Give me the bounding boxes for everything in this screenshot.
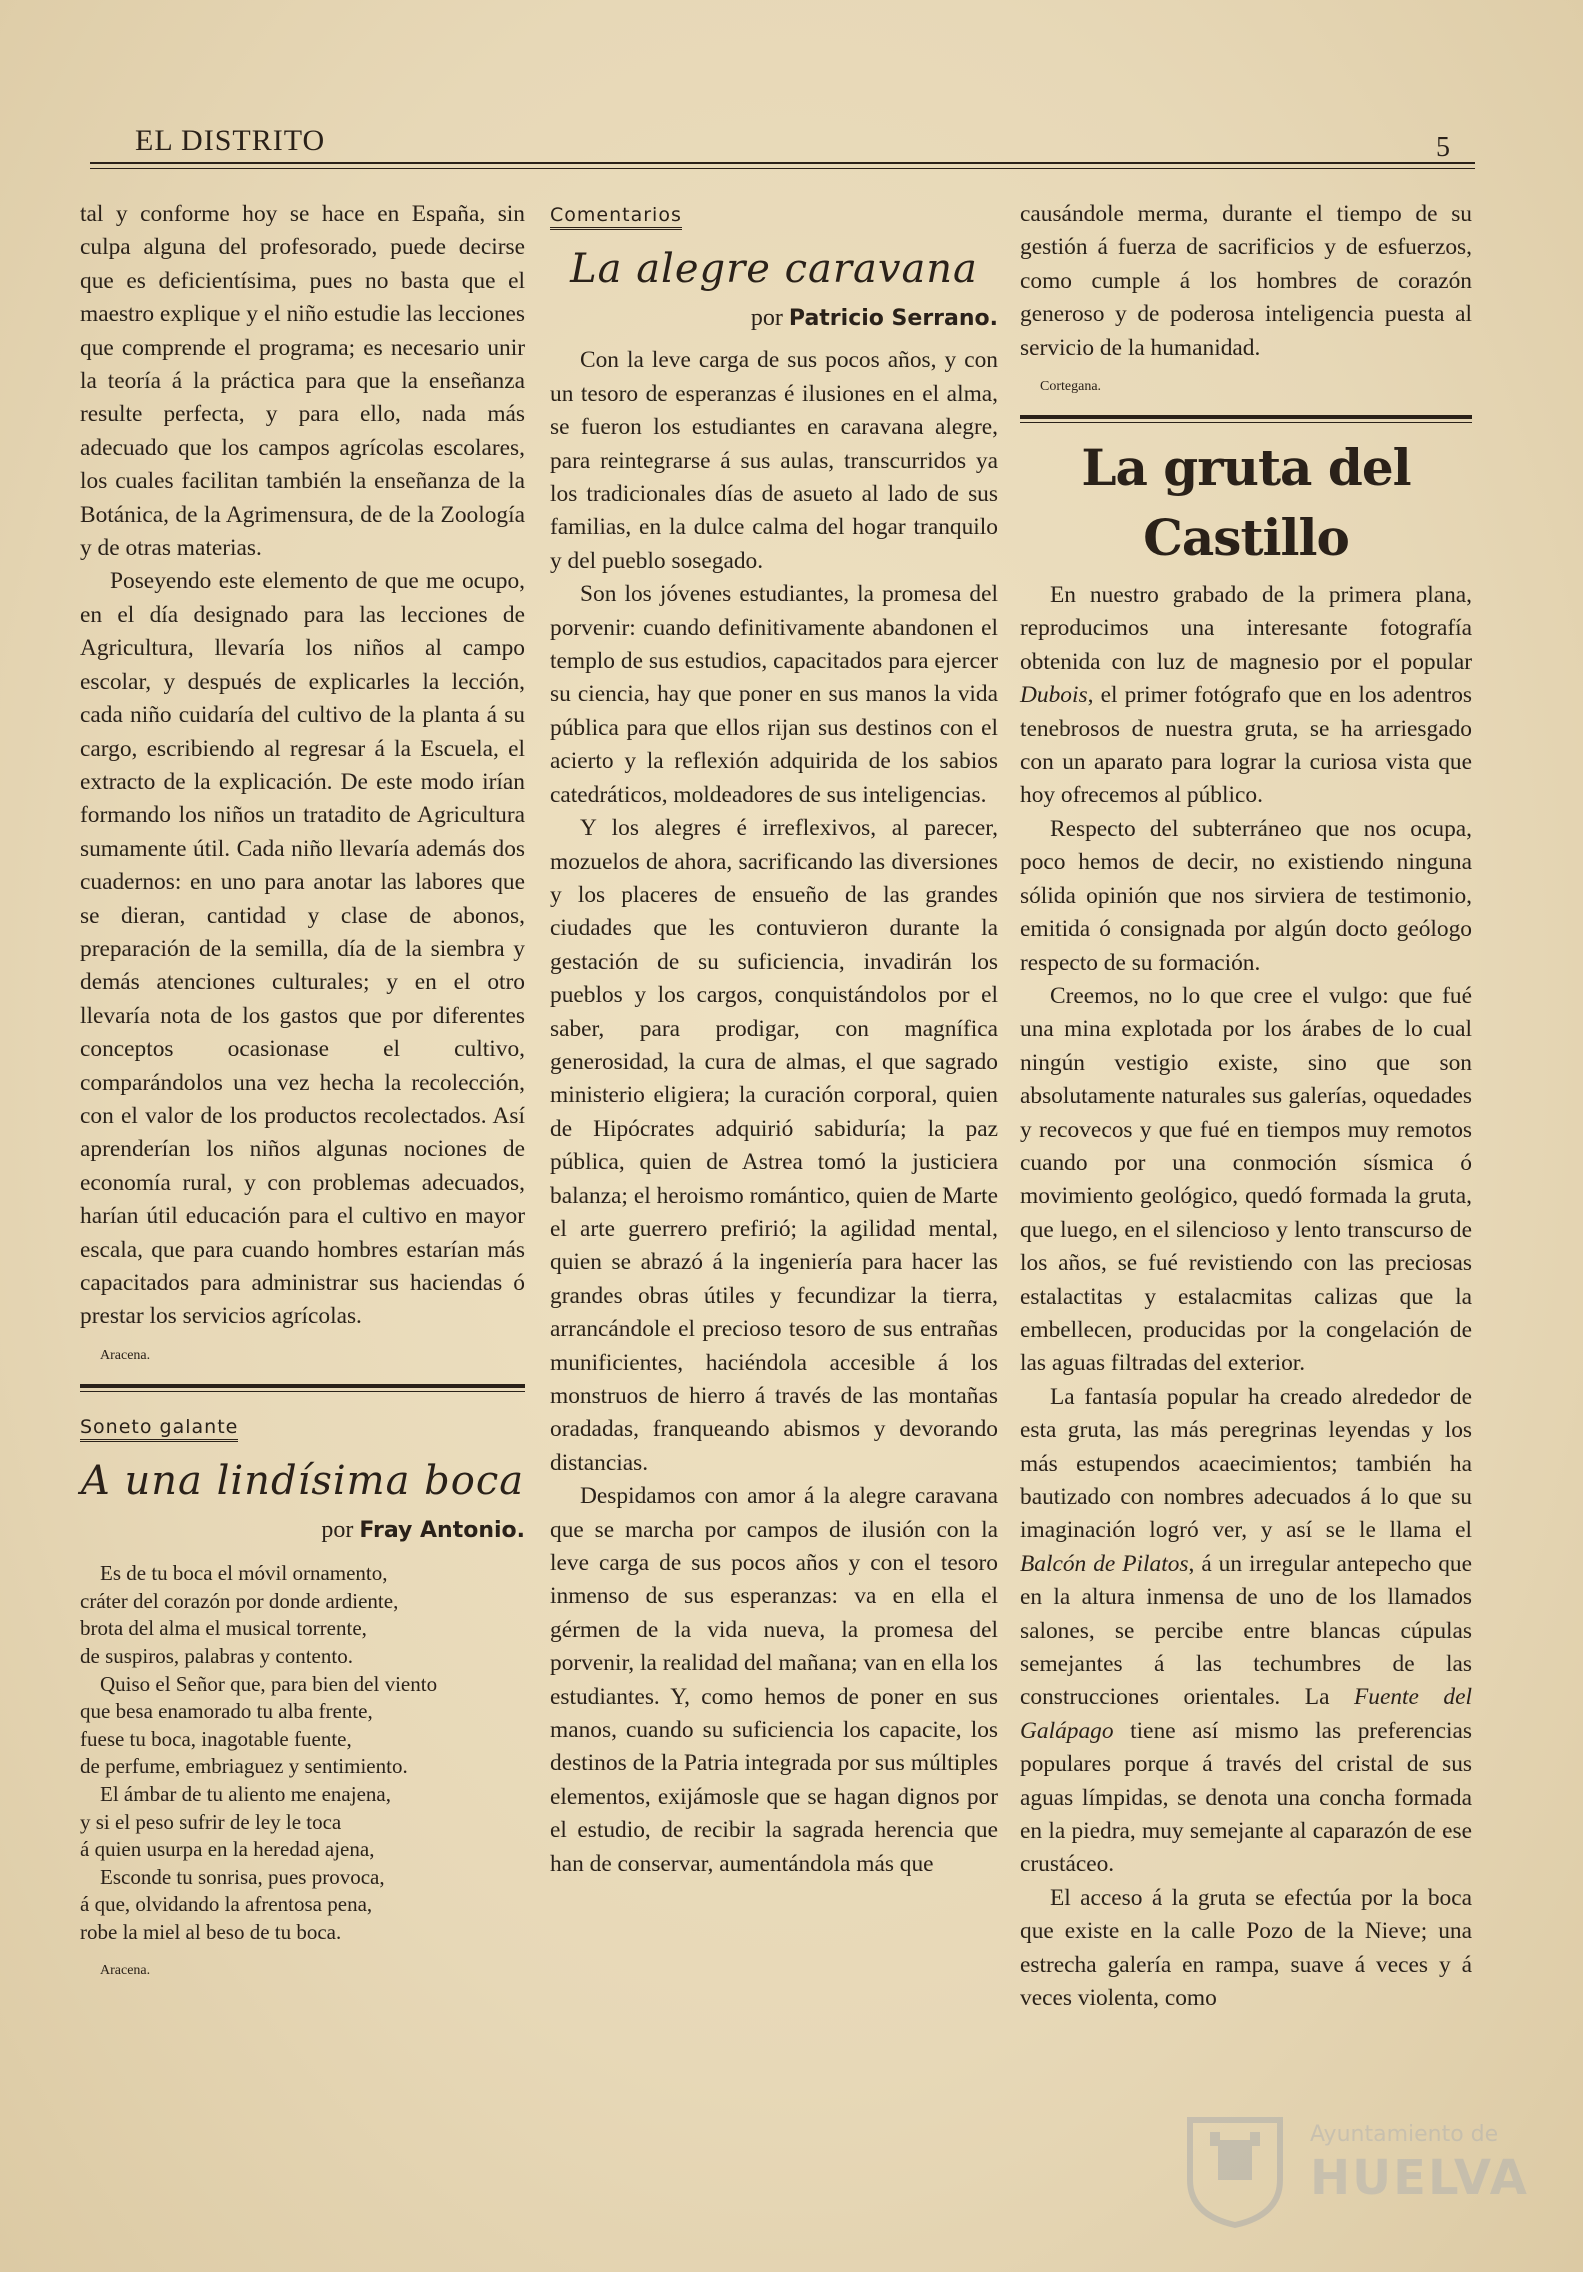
byline-author: Patricio Serrano.	[788, 306, 998, 332]
poem-line: á quien usurpa en la heredad ajena,	[80, 1837, 375, 1862]
poem-line: de perfume, embriaguez y sentimiento.	[80, 1754, 408, 1779]
article-byline	[550, 299, 998, 338]
text-run-italic: Dubois	[1020, 682, 1088, 709]
watermark-title: HUELVA	[1310, 2150, 1529, 2206]
newspaper-title: EL DISTRITO	[135, 124, 326, 157]
article-paragraph: causándole merma, durante el tiempo de su gestión á fuerza de sacrificios y de esfuerzos, como cumple á los hombres de corazón generoso y de poderosa inteligencia puesta al servicio de la humanidad.	[1020, 201, 1472, 361]
article-paragraph: Son los jóvenes estudiantes, la promesa del porvenir: cuando definitivamente abandonen el templo de sus estudios, capacitados para ejercer su ciencia, hay que poner en sus manos la vida pública para que ellos rijan sus destinos con el acierto y la reflexión adquirida de los sabios catedráticos, moldeadores de sus inteligencias.	[550, 581, 998, 808]
text-run: En nuestro grabado de la primera plana, reproducimos una interesante fotografía obtenida con luz de magnesio por el popular	[1020, 582, 1472, 675]
section-kicker: Soneto galante	[80, 1416, 238, 1442]
article-paragraph	[1020, 579, 1472, 813]
section-divider-thin	[80, 1391, 525, 1392]
column-3	[1020, 198, 1472, 2016]
byline-author: Fray Antonio.	[359, 1518, 525, 1544]
watermark-text: Ayuntamiento de	[1310, 2122, 1499, 2147]
poem-line: de suspiros, palabras y contento.	[80, 1644, 353, 1668]
page-header	[90, 118, 1475, 176]
header-rule-thin	[90, 168, 1475, 169]
article-paragraph	[1020, 1381, 1472, 1882]
text-run: , á un irregular antepecho que en la altura inmensa de uno de los llamados salones, se percibe entre blancas cúpulas semejantes á las techumbres de las construcciones orientales. La	[1020, 1550, 1472, 1711]
article-byline	[80, 1511, 525, 1550]
text-run: La fantasía popular ha creado alrededor de esta gruta, las más peregrinas leyendas y los más estupendos acaecimientos; también ha bautizado con nombres adecuados á lo que su imaginación logró ver, y así se le llama el	[1020, 1383, 1472, 1544]
poem-line: robe la miel al beso de tu boca.	[80, 1919, 342, 1944]
text-run-italic: Balcón de Pilatos	[1020, 1550, 1189, 1577]
article-paragraph: Respecto del subterráneo que nos ocupa, poco hemos de decir, no existiendo ninguna sólida opinión que nos sirviera de testimonio, emitida ó consignada por algún docto geólogo respecto de su formación.	[1020, 815, 1472, 976]
article-paragraph: Y los alegres é irreflexivos, al parecer, mozuelos de ahora, sacrificando las diversiones y los placeres de ensueño de las grandes ciudades que les contuvieron durante la gestación de su suficiencia, invadirán los pueblos y los cargos, conquistándolos por el saber, para prodigar, con magnífica generosidad, la cura de almas, el que sagrado ministerio eligiera; la curación corporal, quien de Hipócrates adquirió sabiduría; la paz pública, quien de Astrea tomó la justiciera balanza; el heroismo romántico, quien de Marte el arte guerrero prefirió; la agilidad mental, quien se abrazó á la ingeniería para hacer las grandes obras útiles y fecundizar la tierra, arrancándole el precioso tesoro de sus entrañas munificientes, haciéndola accesible á los monstruos de hierro á través de las montañas oradadas, franqueando abismos y devorando distancias.	[550, 815, 998, 1476]
poem-line: brota del alma el musical torrente,	[80, 1616, 367, 1641]
archive-watermark	[1180, 2110, 1529, 2230]
article-signature: Aracena.	[100, 1962, 151, 1978]
text-run: tiene así mismo las preferencias populares porque á través del cristal de sus aguas límpidas, se denota una concha formada en la piedra, muy semejante al caparazón de ese crustáceo.	[1020, 1717, 1472, 1878]
byline-by: por	[321, 1517, 354, 1544]
article-signature: Cortegana.	[1040, 379, 1102, 395]
column-2	[550, 198, 998, 1881]
article-signature: Aracena.	[100, 1347, 151, 1363]
header-rule	[90, 162, 1475, 164]
text-run: , el primer fotógrafo que en los adentros tenebrosos de nuestra gruta, se ha arriesgado con un aparato para lograr la curiosa vista que hoy ofrecemos al público.	[1020, 682, 1472, 809]
article-headline: La gruta del Castillo	[1081, 438, 1411, 568]
soneto-section	[80, 1410, 525, 1981]
article-headline: La alegre caravana	[570, 246, 978, 293]
article-paragraph: El acceso á la gruta se efectúa por la boca que existe en la calle Pozo de la Nieve; una estrecha galería en rampa, suave á veces y á veces violenta, como	[1020, 1884, 1472, 2012]
section-divider-thin	[1020, 422, 1472, 423]
poem-line: y si el peso sufrir de ley le toca	[80, 1809, 342, 1834]
page-number: 5	[1436, 132, 1450, 163]
text-run-italic: Fuente del Galápago	[1020, 1684, 1472, 1744]
section-kicker: Comentarios	[550, 204, 682, 230]
poem-line: Es de tu boca el móvil ornamento,	[100, 1561, 388, 1586]
article-paragraph: Con la leve carga de sus pocos años, y con un tesoro de esperanzas é ilusiones en el alma, se fueron los estudiantes en caravana alegre, para reintegrarse á sus aulas, transcurridos ya los tradicionales días de asueto al lado de sus familias, en la dulce calma del hogar tranquilo y del pueblo sosegado.	[550, 347, 998, 574]
section-divider	[80, 1384, 525, 1388]
poem-line: fuese tu boca, inagotable fuente,	[80, 1726, 352, 1751]
article-paragraph: tal y conforme hoy se hace en España, sin culpa alguna del profesorado, puede decirse que es deficientísima, pues no basta que el maestro explique y el niño estudie las lecciones que comprende el programa; es necesario unir la teoría á la práctica para que la enseñanza resulte perfecta, y para ello, nada más adecuado que los campos agrícolas escolares, los cuales facilitan también la enseñanza de la Botánica, de la Agrimensura, de de la Zoología y de otras materias.	[80, 201, 525, 562]
article-paragraph: Despidamos con amor á la alegre caravana que se marcha por campos de ilusión con la leve carga de sus pocos años y con el tesoro inmenso de sus esperanzas: va en ella el gérmen de la vida nueva, la promesa del porvenir, la realidad del mañana; van en ella los estudiantes. Y, como hemos de poner en sus manos, cuando su suficiencia los capacite, los destinos de la Patria integrada por sus múltiples elementos, exijámosle que se hagan dignos por el estudio, de recibir la sagrada herencia que han de conservar, aumentándola más que	[550, 1483, 998, 1877]
poem-line: Esconde tu sonrisa, pues provoca,	[100, 1864, 385, 1889]
article-paragraph: Creemos, no lo que cree el vulgo: que fué una mina explotada por los árabes de lo cual ningún vestigio existe, sino que son absolutamente naturales sus galerías, oquedades y recovecos y que fué en tiempos muy remotos cuando por una conmoción sísmica ó movimiento geológico, quedó formada la gruta, que luego, en el silencioso y lento transcurso de los años, se fué revistiendo con las preciosas estalactitas y estalacmitas calizas que la embellecen, producidas por la congelación de las aguas filtradas del exterior.	[1020, 982, 1472, 1377]
poem-line: á que, olvidando la afrentosa pena,	[80, 1892, 373, 1917]
city-shield-icon	[1180, 2110, 1290, 2230]
section-divider	[1020, 415, 1472, 419]
column-1	[80, 198, 525, 1981]
poem-line: que besa enamorado tu alba frente,	[80, 1699, 373, 1724]
poem-line: cráter del corazón por donde ardiente,	[80, 1588, 399, 1613]
poem-line: Quiso el Señor que, para bien del viento	[100, 1671, 438, 1696]
poem	[80, 1560, 525, 1946]
article-headline: A una lindísima boca	[80, 1458, 525, 1505]
byline-by: por	[750, 305, 783, 332]
poem-line: El ámbar de tu aliento me enajena,	[100, 1781, 391, 1806]
article-paragraph: Poseyendo este elemento de que me ocupo, en el día designado para las lecciones de Agricultura, llevaría los niños al campo escolar, y después de explicarles la lección, cada niño cuidaría del cultivo de la planta á su cargo, escribiendo al regresar á la Escuela, el extracto de la explicación. De este modo irían formando los niños un tratadito de Agricultura sumamente útil. Cada niño llevaría además dos cuadernos: en uno para anotar las labores que se dieran, cantidad y clase de abonos, preparación de la semilla, día de la siembra y demás atenciones culturales; y en el otro llevaría nota de los gastos que por diferentes conceptos ocasionase el cultivo, comparándolos una vez hecha la recolección, con el valor de los productos recolectados. Así aprenderían los niños algunas nociones de economía rural, y con problemas adecuados, harían útil educación para el cultivo en mayor escala, que para cuando hombres estarían más capacitados para administrar sus haciendas ó prestar los servicios agrícolas.	[80, 568, 525, 1330]
